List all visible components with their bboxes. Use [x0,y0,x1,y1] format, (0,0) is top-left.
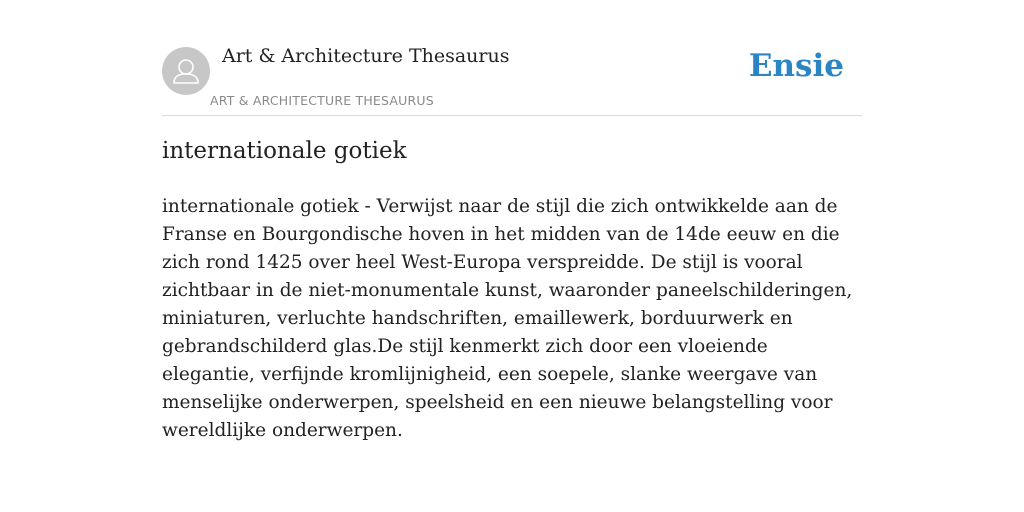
author-name[interactable]: Art & Architecture Thesaurus [222,45,510,67]
avatar[interactable] [162,47,210,95]
page-title: internationale gotiek [162,138,407,164]
definition-text: internationale gotiek - Verwijst naar de stijl die zich ontwikkelde aan de Franse en Bourgondische hoven in het midden van de 14de eeuw en die zich rond 1425 over heel West-Europa verspreidde. De stijl is vooral zichtbaar in de niet-monumentale kunst, waaronder paneelschilderingen, miniaturen, verluchte handschriften, emaillewerk, borduurwerk en gebrandschilderd glas.De stijl kenmerkt zich door een vloeiende elegantie, verfijnde kromlijnigheid, een soepele, slanke weergave van menselijke onderwerpen, speelsheid en een nieuwe belangstelling voor wereldlijke onderwerpen. [162,196,853,441]
ensie-logo[interactable]: Ensie [748,48,844,84]
source-label[interactable]: ART & ARCHITECTURE THESAURUS [210,93,434,108]
user-avatar-icon [162,47,210,95]
entry-header [162,40,862,116]
